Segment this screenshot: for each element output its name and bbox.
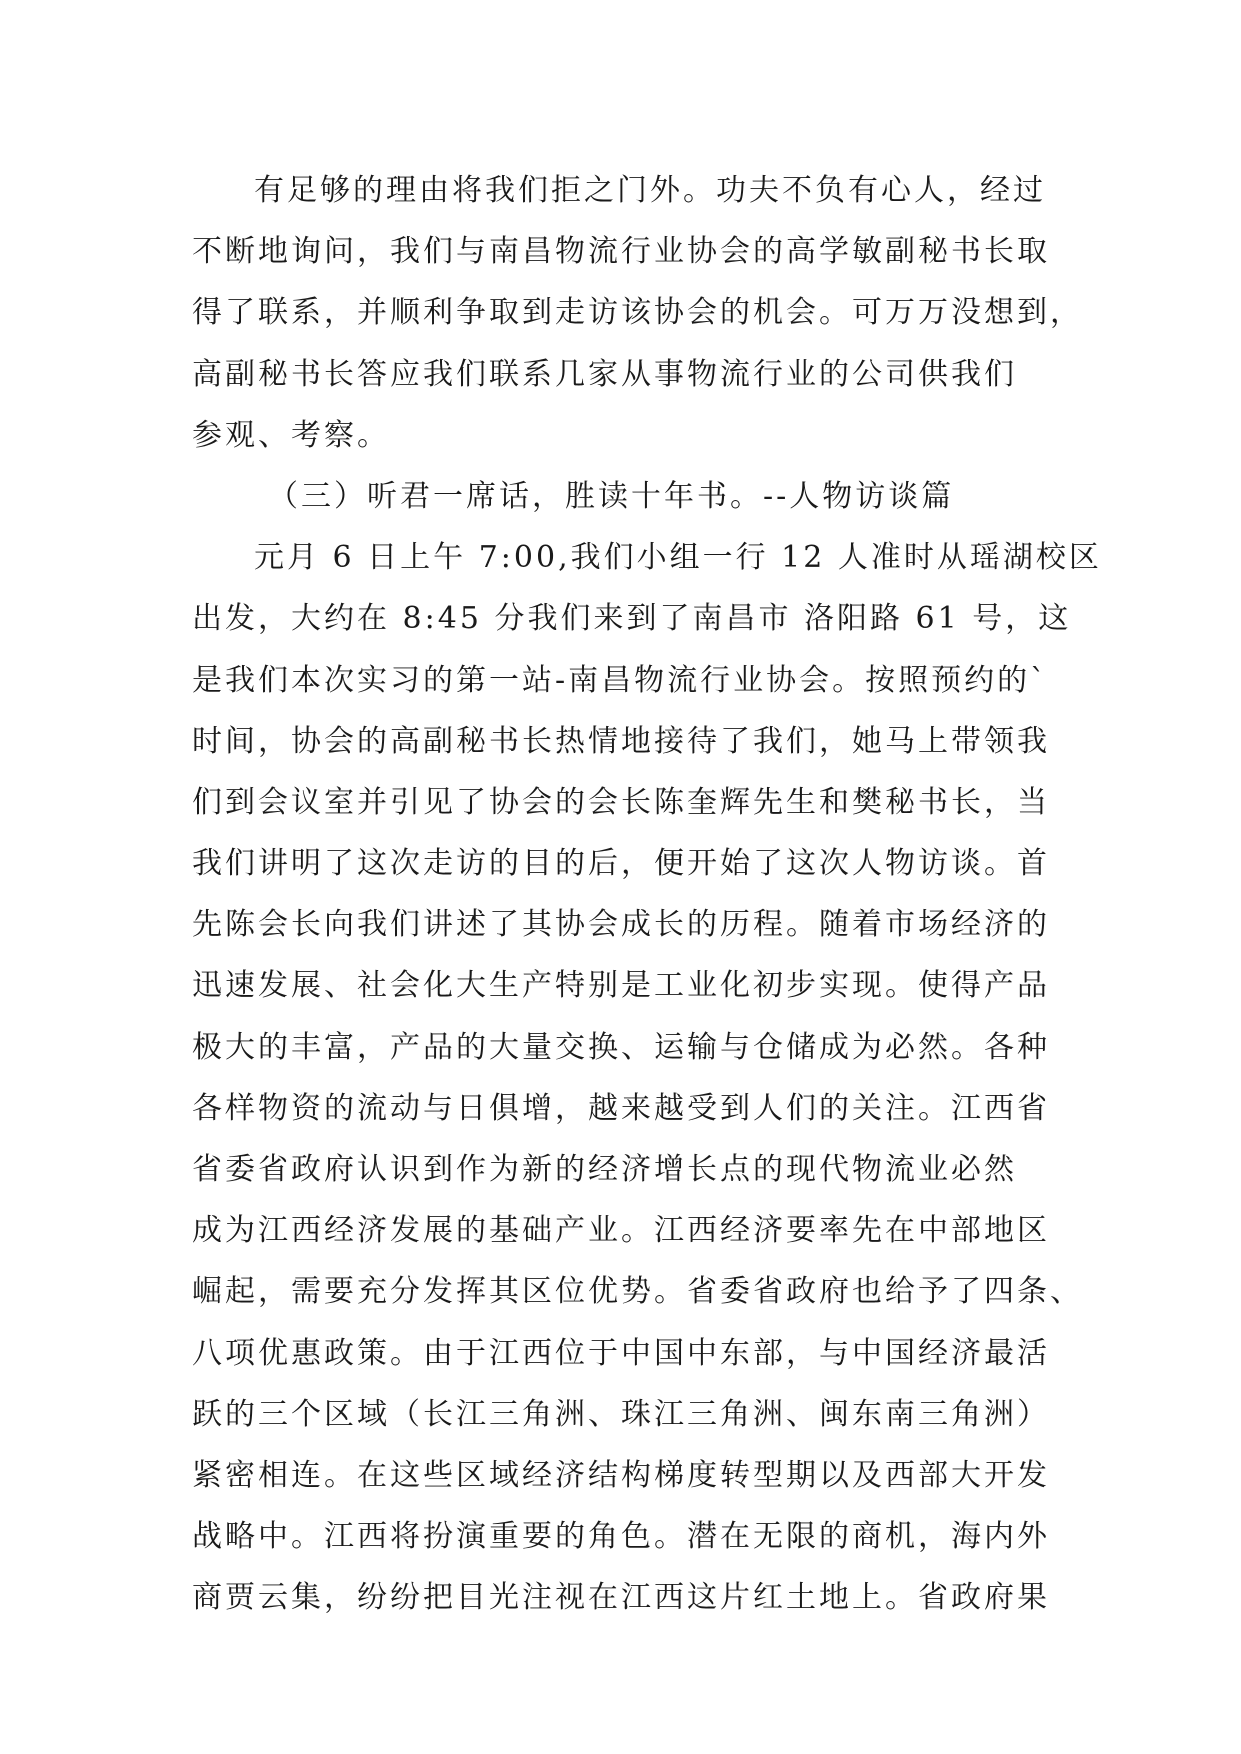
text-line: 们到会议室并引见了协会的会长陈奎辉先生和樊秘书长，当	[192, 784, 1050, 820]
text-line: 是我们本次实习的第一站-南昌物流行业协会。按照预约的`	[192, 662, 1049, 698]
text-line: 时间，协会的高副秘书长热情地接待了我们，她马上带领我	[192, 723, 1050, 759]
text-line: 参观、考察。	[192, 417, 390, 453]
text-line: 商贾云集，纷纷把目光注视在江西这片红土地上。省政府果	[192, 1580, 1050, 1616]
text-line: 跃的三个区域（长江三角洲、珠江三角洲、闽东南三角洲）	[192, 1396, 1050, 1432]
text-line: 崛起，需要充分发挥其区位优势。省委省政府也给予了四条、	[192, 1274, 1083, 1310]
text-line: 不断地询问，我们与南昌物流行业协会的高学敏副秘书长取	[192, 234, 1050, 270]
text-line: 有足够的理由将我们拒之门外。功夫不负有心人，经过	[254, 173, 1046, 208]
text-line: 元月 6 日上午 7:00,我们小组一行 12 人准时从瑶湖校区	[254, 540, 1102, 576]
text-line: 得了联系，并顺利争取到走访该协会的机会。可万万没想到，	[192, 295, 1083, 331]
text-line: 我们讲明了这次走访的目的后，便开始了这次人物访谈。首	[192, 846, 1050, 882]
text-line: 紧密相连。在这些区域经济结构梯度转型期以及西部大开发	[192, 1457, 1050, 1493]
text-line: 八项优惠政策。由于江西位于中国中东部，与中国经济最活	[192, 1335, 1050, 1371]
text-line: 高副秘书长答应我们联系几家从事物流行业的公司供我们	[192, 356, 1017, 392]
text-line: 极大的丰富，产品的大量交换、运输与仓储成为必然。各种	[192, 1029, 1050, 1065]
text-line: 战略中。江西将扮演重要的角色。潜在无限的商机，海内外	[192, 1519, 1050, 1555]
body-text	[192, 160, 1102, 1629]
text-line: 各样物资的流动与日俱增，越来越受到人们的关注。江西省	[192, 1090, 1050, 1126]
text-line: 省委省政府认识到作为新的经济增长点的现代物流业必然	[192, 1152, 1017, 1187]
text-line: 先陈会长向我们讲述了其协会成长的历程。随着市场经济的	[192, 907, 1050, 943]
section-heading: （三）听君一席话，胜读十年书。--人物访谈篇	[268, 478, 955, 514]
text-line: 成为江西经济发展的基础产业。江西经济要率先在中部地区	[192, 1213, 1050, 1249]
text-line: 迅速发展、社会化大生产特别是工业化初步实现。使得产品	[192, 968, 1050, 1004]
text-line: 出发，大约在 8:45 分我们来到了南昌市 洛阳路 61 号，这	[192, 601, 1072, 637]
